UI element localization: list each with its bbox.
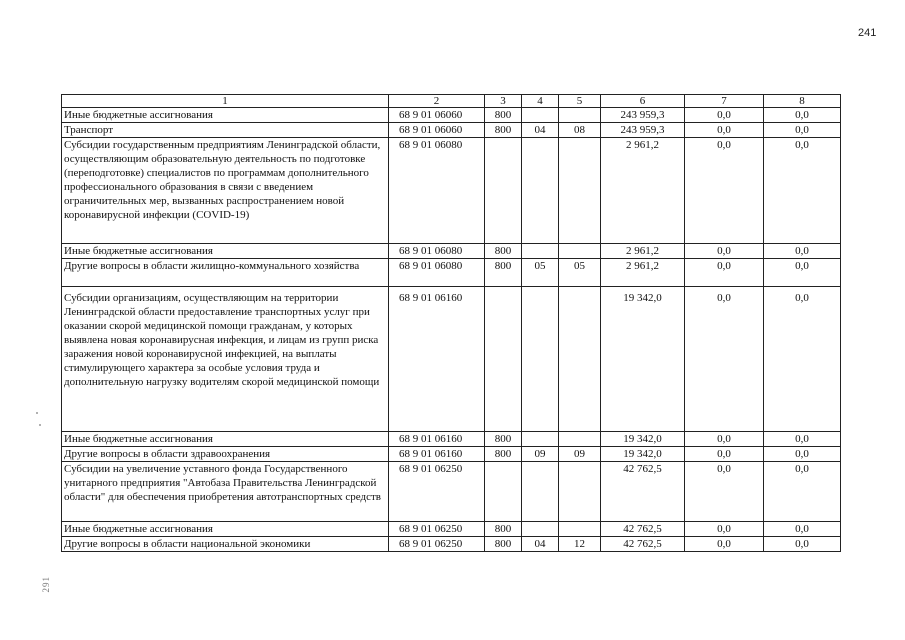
row-subsection xyxy=(559,287,601,432)
column-header: 5 xyxy=(559,95,601,108)
row-section xyxy=(522,244,559,259)
row-name: Другие вопросы в области национальной экономики xyxy=(62,537,389,552)
row-expense-type: 800 xyxy=(485,123,522,138)
row-name: Иные бюджетные ассигнования xyxy=(62,432,389,447)
row-col7: 0,0 xyxy=(685,108,764,123)
row-section: 04 xyxy=(522,537,559,552)
row-code: 68 9 01 06160 xyxy=(389,287,485,432)
table-row xyxy=(62,287,841,432)
row-col8: 0,0 xyxy=(764,432,841,447)
column-header: 1 xyxy=(62,95,389,108)
row-expense-type: 800 xyxy=(485,244,522,259)
table-row xyxy=(62,259,841,287)
row-expense-type xyxy=(485,287,522,432)
row-col8: 0,0 xyxy=(764,287,841,432)
row-amount: 2 961,2 xyxy=(601,259,685,287)
table-row xyxy=(62,447,841,462)
row-expense-type xyxy=(485,462,522,522)
row-subsection xyxy=(559,522,601,537)
row-col7: 0,0 xyxy=(685,259,764,287)
row-amount: 42 762,5 xyxy=(601,537,685,552)
column-header: 4 xyxy=(522,95,559,108)
row-name: Субсидии государственным предприятиям Ленинградской области, осуществляющим образовательную деятельность по подготовке (переподготовке) специалистов по программам дополнительного профессионального образования в связи с введением ограничительных мер, вызванных распространением новой коронавирусной инфекции (COVID-19) xyxy=(62,138,389,244)
row-expense-type: 800 xyxy=(485,432,522,447)
row-amount: 42 762,5 xyxy=(601,462,685,522)
row-col8: 0,0 xyxy=(764,108,841,123)
row-amount: 243 959,3 xyxy=(601,123,685,138)
scan-speck xyxy=(39,424,41,426)
row-code: 68 9 01 06080 xyxy=(389,138,485,244)
row-col8: 0,0 xyxy=(764,244,841,259)
row-expense-type: 800 xyxy=(485,108,522,123)
row-expense-type: 800 xyxy=(485,447,522,462)
row-expense-type xyxy=(485,138,522,244)
row-name: Транспорт xyxy=(62,123,389,138)
row-code: 68 9 01 06250 xyxy=(389,522,485,537)
row-subsection xyxy=(559,432,601,447)
row-expense-type: 800 xyxy=(485,522,522,537)
row-name: Другие вопросы в области здравоохранения xyxy=(62,447,389,462)
table-row xyxy=(62,108,841,123)
row-amount: 19 342,0 xyxy=(601,287,685,432)
row-col7: 0,0 xyxy=(685,522,764,537)
row-subsection: 08 xyxy=(559,123,601,138)
row-col7: 0,0 xyxy=(685,537,764,552)
column-header: 7 xyxy=(685,95,764,108)
column-header: 2 xyxy=(389,95,485,108)
row-col8: 0,0 xyxy=(764,123,841,138)
row-section xyxy=(522,287,559,432)
row-expense-type: 800 xyxy=(485,537,522,552)
row-code: 68 9 01 06250 xyxy=(389,537,485,552)
column-header: 8 xyxy=(764,95,841,108)
row-col8: 0,0 xyxy=(764,259,841,287)
page-number: 241 xyxy=(858,27,877,39)
table-row xyxy=(62,244,841,259)
row-section: 05 xyxy=(522,259,559,287)
row-amount: 19 342,0 xyxy=(601,432,685,447)
table-row xyxy=(62,123,841,138)
row-section xyxy=(522,522,559,537)
row-amount: 42 762,5 xyxy=(601,522,685,537)
row-code: 68 9 01 06160 xyxy=(389,447,485,462)
table-row xyxy=(62,522,841,537)
row-section: 09 xyxy=(522,447,559,462)
row-col7: 0,0 xyxy=(685,447,764,462)
row-code: 68 9 01 06250 xyxy=(389,462,485,522)
row-col8: 0,0 xyxy=(764,138,841,244)
row-name: Другие вопросы в области жилищно-коммунального хозяйства xyxy=(62,259,389,287)
row-col8: 0,0 xyxy=(764,522,841,537)
header-row xyxy=(62,95,841,108)
row-col8: 0,0 xyxy=(764,447,841,462)
margin-page-mark: 291 xyxy=(41,576,51,593)
row-col7: 0,0 xyxy=(685,287,764,432)
row-section xyxy=(522,138,559,244)
row-col7: 0,0 xyxy=(685,432,764,447)
row-section xyxy=(522,108,559,123)
row-col7: 0,0 xyxy=(685,138,764,244)
row-subsection xyxy=(559,138,601,244)
table-row xyxy=(62,432,841,447)
row-expense-type: 800 xyxy=(485,259,522,287)
row-section: 04 xyxy=(522,123,559,138)
row-amount: 2 961,2 xyxy=(601,244,685,259)
row-code: 68 9 01 06060 xyxy=(389,108,485,123)
row-subsection xyxy=(559,108,601,123)
row-subsection: 12 xyxy=(559,537,601,552)
row-subsection xyxy=(559,244,601,259)
column-header: 6 xyxy=(601,95,685,108)
row-col8: 0,0 xyxy=(764,462,841,522)
column-header: 3 xyxy=(485,95,522,108)
row-col7: 0,0 xyxy=(685,462,764,522)
row-code: 68 9 01 06060 xyxy=(389,123,485,138)
row-name: Иные бюджетные ассигнования xyxy=(62,522,389,537)
row-name: Иные бюджетные ассигнования xyxy=(62,244,389,259)
row-code: 68 9 01 06080 xyxy=(389,259,485,287)
row-name: Иные бюджетные ассигнования xyxy=(62,108,389,123)
row-section xyxy=(522,432,559,447)
budget-table xyxy=(61,94,841,552)
row-col7: 0,0 xyxy=(685,123,764,138)
table-row xyxy=(62,462,841,522)
row-code: 68 9 01 06080 xyxy=(389,244,485,259)
row-subsection xyxy=(559,462,601,522)
row-amount: 2 961,2 xyxy=(601,138,685,244)
table-row xyxy=(62,537,841,552)
row-section xyxy=(522,462,559,522)
row-amount: 243 959,3 xyxy=(601,108,685,123)
row-col7: 0,0 xyxy=(685,244,764,259)
row-name: Субсидии на увеличение уставного фонда Государственного унитарного предприятия "Автобаза Правительства Ленинградской области" для обеспечения приобретения автотранспортных средств xyxy=(62,462,389,522)
row-col8: 0,0 xyxy=(764,537,841,552)
row-subsection: 05 xyxy=(559,259,601,287)
row-name: Субсидии организациям, осуществляющим на территории Ленинградской области предоставление транспортных услуг при оказании скорой медицинской помощи гражданам, у которых выявлена новая коронавирусная инфекция, и лицам из групп риска заражения новой коронавирусной инфекцией, на выплаты стимулирующего характера за особые условия труда и дополнительную нагрузку водителям скорой медицинской помощи xyxy=(62,287,389,432)
row-subsection: 09 xyxy=(559,447,601,462)
scan-speck xyxy=(36,412,38,414)
row-amount: 19 342,0 xyxy=(601,447,685,462)
row-code: 68 9 01 06160 xyxy=(389,432,485,447)
table-row xyxy=(62,138,841,244)
